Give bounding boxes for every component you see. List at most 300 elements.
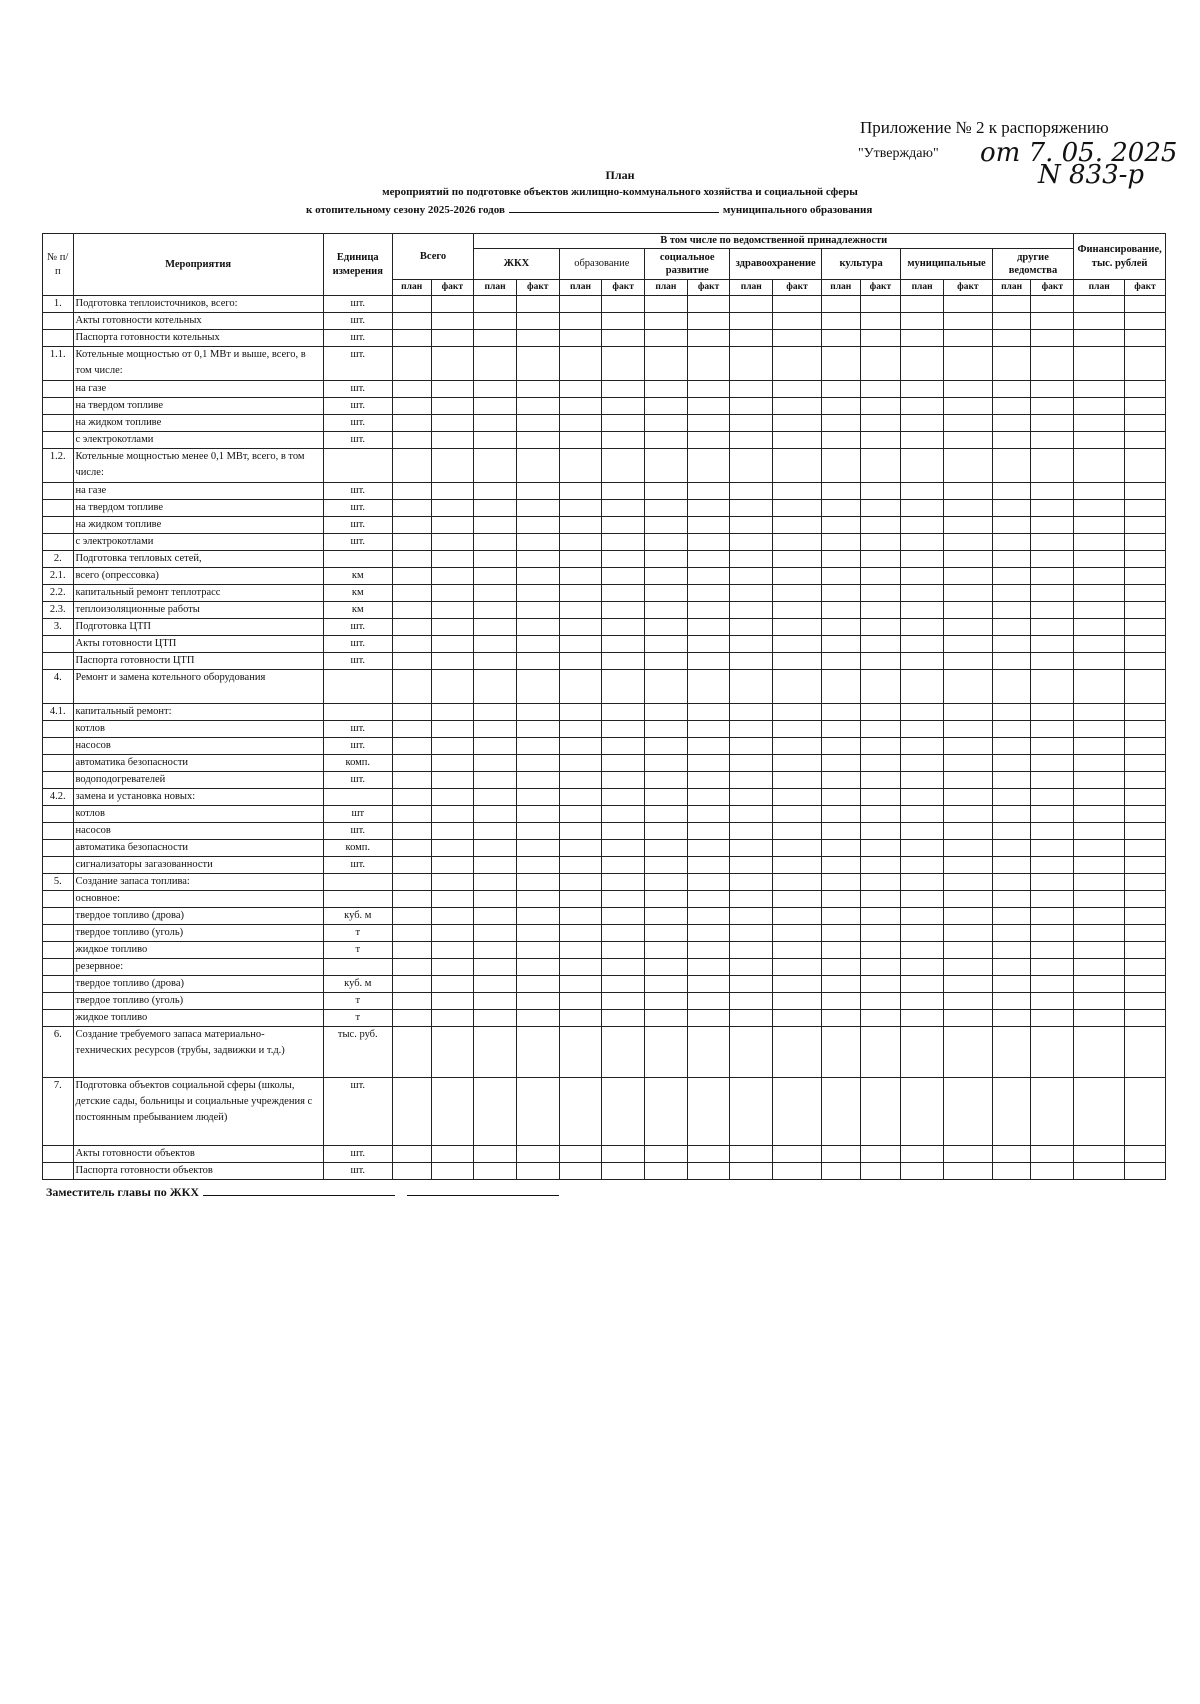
table-row	[43, 551, 1166, 568]
value-cell	[645, 415, 688, 432]
value-cell	[602, 738, 645, 755]
value-cell	[516, 993, 559, 1010]
value-cell	[1125, 993, 1166, 1010]
value-cell	[901, 857, 944, 874]
value-cell	[1125, 398, 1166, 415]
row-number: 3.	[43, 619, 74, 636]
value-cell	[730, 704, 773, 721]
row-event: с электрокотлами	[73, 534, 323, 551]
value-cell	[1031, 993, 1074, 1010]
value-cell	[773, 500, 822, 517]
value-cell	[821, 483, 860, 500]
value-cell	[687, 721, 730, 738]
value-cell	[431, 1146, 474, 1163]
value-cell	[431, 908, 474, 925]
row-number	[43, 398, 74, 415]
col-health: здравоохранение	[730, 249, 822, 280]
value-cell	[901, 1146, 944, 1163]
value-cell	[602, 1163, 645, 1180]
value-cell	[602, 721, 645, 738]
value-cell	[730, 500, 773, 517]
value-cell	[860, 721, 901, 738]
col-plan: план	[392, 280, 431, 296]
value-cell	[431, 330, 474, 347]
value-cell	[901, 653, 944, 670]
value-cell	[1031, 840, 1074, 857]
row-unit: т	[323, 942, 392, 959]
value-cell	[431, 619, 474, 636]
value-cell	[431, 415, 474, 432]
value-cell	[1031, 534, 1074, 551]
value-cell	[901, 534, 944, 551]
value-cell	[516, 500, 559, 517]
value-cell	[687, 908, 730, 925]
row-unit: шт.	[323, 381, 392, 398]
table-row	[43, 721, 1166, 738]
value-cell	[1031, 789, 1074, 806]
value-cell	[602, 891, 645, 908]
value-cell	[1125, 602, 1166, 619]
value-cell	[821, 908, 860, 925]
row-unit: шт.	[323, 347, 392, 381]
value-cell	[392, 823, 431, 840]
value-cell	[474, 602, 517, 619]
value-cell	[860, 517, 901, 534]
value-cell	[431, 483, 474, 500]
value-cell	[1125, 296, 1166, 313]
value-cell	[645, 1027, 688, 1078]
value-cell	[645, 738, 688, 755]
value-cell	[992, 568, 1031, 585]
value-cell	[474, 1163, 517, 1180]
value-cell	[474, 296, 517, 313]
value-cell	[730, 347, 773, 381]
value-cell	[943, 1163, 992, 1180]
value-cell	[730, 636, 773, 653]
value-cell	[559, 398, 602, 415]
value-cell	[645, 840, 688, 857]
value-cell	[860, 670, 901, 704]
value-cell	[1031, 925, 1074, 942]
table-row	[43, 738, 1166, 755]
row-event: с электрокотлами	[73, 432, 323, 449]
col-group: В том числе по ведомственной принадлежности	[474, 234, 1074, 249]
value-cell	[821, 619, 860, 636]
value-cell	[1074, 823, 1125, 840]
value-cell	[559, 874, 602, 891]
value-cell	[516, 585, 559, 602]
value-cell	[943, 653, 992, 670]
row-event: водоподогревателей	[73, 772, 323, 789]
value-cell	[821, 1027, 860, 1078]
value-cell	[992, 976, 1031, 993]
row-unit: шт.	[323, 1163, 392, 1180]
value-cell	[687, 517, 730, 534]
value-cell	[730, 619, 773, 636]
value-cell	[992, 483, 1031, 500]
value-cell	[943, 857, 992, 874]
value-cell	[1074, 993, 1125, 1010]
value-cell	[687, 602, 730, 619]
value-cell	[1074, 908, 1125, 925]
value-cell	[860, 296, 901, 313]
value-cell	[1074, 636, 1125, 653]
value-cell	[645, 874, 688, 891]
col-fact: факт	[431, 280, 474, 296]
value-cell	[773, 1027, 822, 1078]
value-cell	[773, 534, 822, 551]
value-cell	[474, 942, 517, 959]
value-cell	[1074, 840, 1125, 857]
value-cell	[431, 976, 474, 993]
value-cell	[474, 874, 517, 891]
value-cell	[645, 432, 688, 449]
value-cell	[645, 959, 688, 976]
value-cell	[730, 908, 773, 925]
value-cell	[559, 551, 602, 568]
value-cell	[773, 398, 822, 415]
value-cell	[943, 551, 992, 568]
row-event: котлов	[73, 721, 323, 738]
value-cell	[773, 432, 822, 449]
value-cell	[431, 313, 474, 330]
value-cell	[602, 1027, 645, 1078]
row-number	[43, 823, 74, 840]
value-cell	[943, 313, 992, 330]
value-cell	[1074, 483, 1125, 500]
value-cell	[821, 330, 860, 347]
table-row	[43, 823, 1166, 840]
value-cell	[1074, 347, 1125, 381]
col-social: социальное развитие	[645, 249, 730, 280]
value-cell	[559, 1078, 602, 1146]
value-cell	[773, 449, 822, 483]
value-cell	[773, 942, 822, 959]
value-cell	[773, 483, 822, 500]
row-number	[43, 806, 74, 823]
value-cell	[1074, 704, 1125, 721]
value-cell	[730, 551, 773, 568]
value-cell	[645, 568, 688, 585]
value-cell	[1031, 551, 1074, 568]
value-cell	[431, 840, 474, 857]
row-number	[43, 653, 74, 670]
value-cell	[821, 993, 860, 1010]
row-event: на жидком топливе	[73, 517, 323, 534]
value-cell	[687, 483, 730, 500]
col-fact: факт	[943, 280, 992, 296]
municipality-blank	[509, 202, 719, 213]
value-cell	[602, 806, 645, 823]
row-number: 5.	[43, 874, 74, 891]
row-number: 2.	[43, 551, 74, 568]
value-cell	[730, 874, 773, 891]
value-cell	[730, 1146, 773, 1163]
value-cell	[1125, 432, 1166, 449]
value-cell	[602, 619, 645, 636]
row-number	[43, 1010, 74, 1027]
value-cell	[1031, 942, 1074, 959]
value-cell	[901, 381, 944, 398]
row-event: Ремонт и замена котельного оборудования	[73, 670, 323, 704]
col-num: № п/п	[43, 234, 74, 296]
value-cell	[602, 874, 645, 891]
value-cell	[821, 721, 860, 738]
value-cell	[602, 976, 645, 993]
value-cell	[860, 415, 901, 432]
value-cell	[1031, 738, 1074, 755]
value-cell	[602, 925, 645, 942]
value-cell	[943, 398, 992, 415]
value-cell	[1031, 500, 1074, 517]
value-cell	[687, 891, 730, 908]
value-cell	[1125, 874, 1166, 891]
value-cell	[602, 908, 645, 925]
value-cell	[992, 1146, 1031, 1163]
row-unit	[323, 874, 392, 891]
row-event: замена и установка новых:	[73, 789, 323, 806]
value-cell	[1031, 381, 1074, 398]
value-cell	[821, 1078, 860, 1146]
value-cell	[1125, 857, 1166, 874]
value-cell	[474, 619, 517, 636]
value-cell	[773, 925, 822, 942]
value-cell	[474, 891, 517, 908]
table-row	[43, 789, 1166, 806]
row-event: твердое топливо (дрова)	[73, 908, 323, 925]
value-cell	[730, 517, 773, 534]
row-unit: шт.	[323, 636, 392, 653]
value-cell	[730, 449, 773, 483]
value-cell	[860, 585, 901, 602]
row-unit	[323, 670, 392, 704]
value-cell	[687, 874, 730, 891]
value-cell	[474, 313, 517, 330]
value-cell	[730, 296, 773, 313]
row-number	[43, 1146, 74, 1163]
value-cell	[730, 959, 773, 976]
value-cell	[392, 585, 431, 602]
row-unit: шт.	[323, 738, 392, 755]
value-cell	[1074, 551, 1125, 568]
value-cell	[1074, 806, 1125, 823]
value-cell	[1125, 942, 1166, 959]
value-cell	[773, 551, 822, 568]
value-cell	[431, 347, 474, 381]
value-cell	[943, 568, 992, 585]
value-cell	[516, 755, 559, 772]
value-cell	[1125, 585, 1166, 602]
value-cell	[516, 602, 559, 619]
value-cell	[901, 551, 944, 568]
value-cell	[773, 959, 822, 976]
value-cell	[901, 619, 944, 636]
value-cell	[943, 517, 992, 534]
value-cell	[992, 517, 1031, 534]
row-event: твердое топливо (уголь)	[73, 993, 323, 1010]
value-cell	[474, 551, 517, 568]
value-cell	[1125, 313, 1166, 330]
value-cell	[730, 381, 773, 398]
table-row	[43, 704, 1166, 721]
value-cell	[602, 840, 645, 857]
row-unit: т	[323, 925, 392, 942]
row-event: жидкое топливо	[73, 942, 323, 959]
value-cell	[860, 483, 901, 500]
table-row	[43, 772, 1166, 789]
value-cell	[860, 959, 901, 976]
row-event: капитальный ремонт теплотрасс	[73, 585, 323, 602]
value-cell	[730, 738, 773, 755]
value-cell	[602, 313, 645, 330]
value-cell	[821, 1163, 860, 1180]
value-cell	[901, 959, 944, 976]
table-row	[43, 806, 1166, 823]
value-cell	[431, 534, 474, 551]
value-cell	[901, 585, 944, 602]
value-cell	[943, 585, 992, 602]
row-event: резервное:	[73, 959, 323, 976]
value-cell	[559, 313, 602, 330]
value-cell	[1125, 653, 1166, 670]
value-cell	[645, 789, 688, 806]
value-cell	[821, 1010, 860, 1027]
value-cell	[474, 959, 517, 976]
value-cell	[559, 959, 602, 976]
value-cell	[773, 415, 822, 432]
value-cell	[773, 1163, 822, 1180]
value-cell	[860, 942, 901, 959]
value-cell	[474, 568, 517, 585]
value-cell	[392, 874, 431, 891]
value-cell	[992, 381, 1031, 398]
value-cell	[1125, 755, 1166, 772]
value-cell	[516, 1146, 559, 1163]
value-cell	[687, 823, 730, 840]
value-cell	[602, 636, 645, 653]
value-cell	[992, 823, 1031, 840]
col-fact: факт	[516, 280, 559, 296]
value-cell	[431, 398, 474, 415]
value-cell	[474, 347, 517, 381]
value-cell	[1031, 568, 1074, 585]
row-number: 2.2.	[43, 585, 74, 602]
document-title: План	[605, 168, 635, 182]
value-cell	[901, 1027, 944, 1078]
col-fact: факт	[602, 280, 645, 296]
row-number: 2.3.	[43, 602, 74, 619]
value-cell	[860, 330, 901, 347]
value-cell	[516, 772, 559, 789]
value-cell	[943, 704, 992, 721]
value-cell	[559, 670, 602, 704]
value-cell	[1125, 738, 1166, 755]
value-cell	[431, 636, 474, 653]
row-event: Подготовка ЦТП	[73, 619, 323, 636]
value-cell	[516, 823, 559, 840]
value-cell	[474, 840, 517, 857]
value-cell	[901, 347, 944, 381]
value-cell	[1074, 449, 1125, 483]
value-cell	[901, 840, 944, 857]
value-cell	[392, 415, 431, 432]
row-number	[43, 976, 74, 993]
value-cell	[860, 789, 901, 806]
value-cell	[901, 415, 944, 432]
value-cell	[392, 330, 431, 347]
value-cell	[516, 568, 559, 585]
value-cell	[1125, 551, 1166, 568]
value-cell	[860, 636, 901, 653]
table-row	[43, 653, 1166, 670]
value-cell	[559, 908, 602, 925]
value-cell	[1031, 449, 1074, 483]
value-cell	[602, 653, 645, 670]
value-cell	[943, 534, 992, 551]
value-cell	[1125, 347, 1166, 381]
value-cell	[821, 1146, 860, 1163]
value-cell	[602, 517, 645, 534]
row-unit	[323, 891, 392, 908]
value-cell	[1074, 721, 1125, 738]
value-cell	[392, 755, 431, 772]
value-cell	[1031, 483, 1074, 500]
value-cell	[860, 551, 901, 568]
value-cell	[474, 806, 517, 823]
row-unit: шт.	[323, 330, 392, 347]
value-cell	[860, 602, 901, 619]
value-cell	[901, 1163, 944, 1180]
row-number	[43, 500, 74, 517]
value-cell	[1074, 772, 1125, 789]
value-cell	[1031, 908, 1074, 925]
value-cell	[773, 874, 822, 891]
value-cell	[901, 891, 944, 908]
value-cell	[559, 449, 602, 483]
value-cell	[645, 398, 688, 415]
value-cell	[474, 704, 517, 721]
table-row	[43, 636, 1166, 653]
value-cell	[901, 602, 944, 619]
table-row	[43, 432, 1166, 449]
value-cell	[821, 789, 860, 806]
value-cell	[645, 500, 688, 517]
value-cell	[602, 585, 645, 602]
col-unit: Единица измерения	[323, 234, 392, 296]
value-cell	[559, 381, 602, 398]
value-cell	[901, 500, 944, 517]
value-cell	[901, 398, 944, 415]
row-unit: шт.	[323, 313, 392, 330]
row-unit: шт.	[323, 296, 392, 313]
value-cell	[392, 381, 431, 398]
row-unit: шт.	[323, 1078, 392, 1146]
value-cell	[516, 653, 559, 670]
value-cell	[1074, 1010, 1125, 1027]
value-cell	[687, 415, 730, 432]
row-event: Паспорта готовности ЦТП	[73, 653, 323, 670]
value-cell	[730, 653, 773, 670]
value-cell	[730, 568, 773, 585]
value-cell	[992, 755, 1031, 772]
value-cell	[474, 772, 517, 789]
value-cell	[821, 551, 860, 568]
value-cell	[1074, 1146, 1125, 1163]
value-cell	[687, 772, 730, 789]
value-cell	[559, 942, 602, 959]
value-cell	[516, 670, 559, 704]
value-cell	[431, 568, 474, 585]
